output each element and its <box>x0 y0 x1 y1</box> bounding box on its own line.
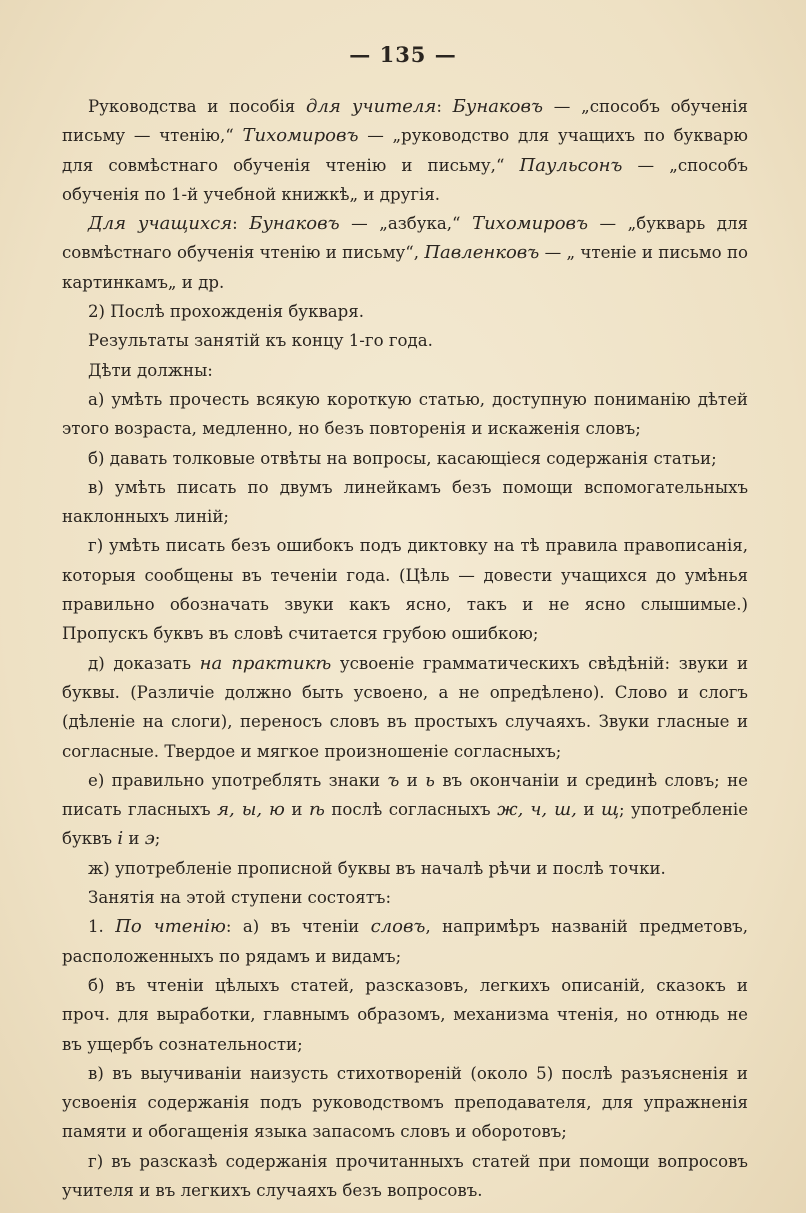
text-run: — „букварь для совмѣстнаго обученія чтенію и письму“, <box>62 214 749 263</box>
text-run: 2) Послѣ прохожденія букваря. <box>88 302 365 322</box>
paragraph <box>62 912 748 971</box>
text-run: Руководства и пособія <box>88 97 306 116</box>
italic-emphasis: Бунаковъ <box>249 213 340 235</box>
paragraph <box>62 971 748 1059</box>
text-run: ; употребленіе буквъ <box>62 800 749 849</box>
italic-emphasis: Бунаковъ <box>452 96 543 117</box>
text-run: ; <box>154 829 161 849</box>
italic-emphasis: Тихомировъ <box>472 213 588 235</box>
text-run: е) правильно употреблять знаки <box>88 770 388 790</box>
paragraph <box>62 1147 748 1206</box>
italic-emphasis: я, ы, ю <box>217 799 285 821</box>
italic-emphasis: і <box>117 828 124 850</box>
italic-emphasis: словъ <box>370 916 426 938</box>
text-run: — „ чтеніе и письмо по картинкамъ„ и др. <box>62 243 748 292</box>
paragraph <box>62 473 748 532</box>
text-run: усвоеніе грамматическихъ свѣдѣній: звуки и буквы. (Различіе должно быть усвоено, а не опредѣлено). Слово и слогъ (дѣленіе на слоги), переносъ словъ въ простыхъ случаяхъ. Звуки гласные и согласные. Твердое и мягкое произношеніе согласныхъ; <box>62 653 748 761</box>
italic-emphasis: ъ <box>387 769 400 791</box>
paragraph <box>62 297 748 326</box>
italic-emphasis: Павленковъ <box>424 242 540 264</box>
italic-emphasis: ѣ <box>308 799 325 821</box>
text-run: , напримѣръ названій предметовъ, расположенныхъ по рядамъ и видамъ; <box>62 917 749 966</box>
italic-emphasis: ж, ч, ш, <box>497 799 577 821</box>
text-run: : а) въ чтеніи <box>225 917 371 937</box>
text-run: : <box>232 214 250 234</box>
text-run: в) умѣть писать по двумъ линейкамъ безъ помощи вспомогательныхъ наклонныхъ линій; <box>62 477 748 527</box>
text-run: и <box>576 800 601 820</box>
text-run: и <box>399 770 426 790</box>
italic-emphasis: на практикѣ <box>199 652 332 674</box>
paragraph <box>62 444 748 473</box>
page-body-text <box>62 92 748 1205</box>
text-run: в) въ выучиваніи наизусть стихотвореній (около 5) послѣ разъясненія и усвоенія содержанія подъ руководствомъ преподавателя, для упражненія памяти и обогащенія языка запасомъ словъ и оборотовъ; <box>62 1063 748 1142</box>
italic-emphasis: Тихомировъ <box>242 125 359 147</box>
paragraph <box>62 326 748 355</box>
text-run: : <box>436 97 453 116</box>
text-run: д) доказать <box>88 653 200 673</box>
text-run: — „руководство для учащихъ по букварю для совмѣстнаго обученія чтенію и письму,“ <box>62 126 748 175</box>
italic-emphasis: Для учащихся <box>88 213 233 235</box>
text-run: — „азбука,“ <box>339 214 473 234</box>
text-run: г) умѣть писать безъ ошибокъ подъ диктовку на тѣ правила правописанія, которыя сообщены въ теченіи года. (Цѣль — довести учащихся до умѣнья правильно обозначать звуки какъ ясно, такъ и не ясно слышимые.) Пропускъ буквъ въ словѣ считается грубою ошибкою; <box>62 536 748 644</box>
text-run: — „способъ обученія по 1-й учебной книжкѣ„ и другія. <box>62 155 748 204</box>
text-run: — „способъ обученія письму — чтенію,“ <box>62 97 749 146</box>
italic-emphasis: щ <box>600 799 619 821</box>
text-run: а) умѣть прочесть всякую короткую статью, доступную пониманію дѣтей этого возраста, медленно, но безъ повторенія и искаженія словъ; <box>62 389 748 439</box>
italic-emphasis: По чтенію <box>115 916 226 938</box>
paragraph <box>62 92 748 209</box>
paragraph <box>62 854 748 883</box>
paragraph <box>62 649 748 766</box>
paragraph <box>62 531 748 648</box>
text-run: Занятія на этой ступени состоятъ: <box>88 888 392 908</box>
italic-emphasis: Паульсонъ <box>519 154 623 176</box>
paragraph <box>62 1059 748 1147</box>
paragraph <box>62 209 748 297</box>
text-run: ж) употребленіе прописной буквы въ началѣ рѣчи и послѣ точки. <box>88 858 666 878</box>
italic-emphasis: э <box>144 828 155 850</box>
paragraph <box>62 356 748 385</box>
text-run: г) въ разсказѣ содержанія прочитанныхъ статей при помощи вопросовъ учителя и въ легкихъ случаяхъ безъ вопросовъ. <box>62 1151 748 1200</box>
text-run: и <box>123 829 145 849</box>
italic-emphasis: ь <box>425 769 435 791</box>
paragraph <box>62 883 748 912</box>
text-run: б) давать толковые отвѣты на вопросы, касающіеся содержанія статьи; <box>88 448 717 468</box>
italic-emphasis: для учителя <box>305 96 437 117</box>
text-run: Результаты занятій къ концу 1-го года. <box>88 331 433 351</box>
text-run: и <box>284 800 309 820</box>
paragraph <box>62 385 748 444</box>
text-run: послѣ согласныхъ <box>324 800 498 820</box>
text-run: Дѣти должны: <box>88 360 213 380</box>
text-run: въ окончаніи и срединѣ словъ; не писать гласныхъ <box>62 770 748 820</box>
text-run: 1. <box>88 917 116 937</box>
paragraph <box>62 766 748 854</box>
text-run: б) въ чтеніи цѣлыхъ статей, разсказовъ, легкихъ описаній, сказокъ и проч. для выработки, главнымъ образомъ, механизма чтенія, но отнюдь не въ ущербъ сознательности; <box>62 975 748 1054</box>
page-number: — 135 — <box>349 42 457 67</box>
